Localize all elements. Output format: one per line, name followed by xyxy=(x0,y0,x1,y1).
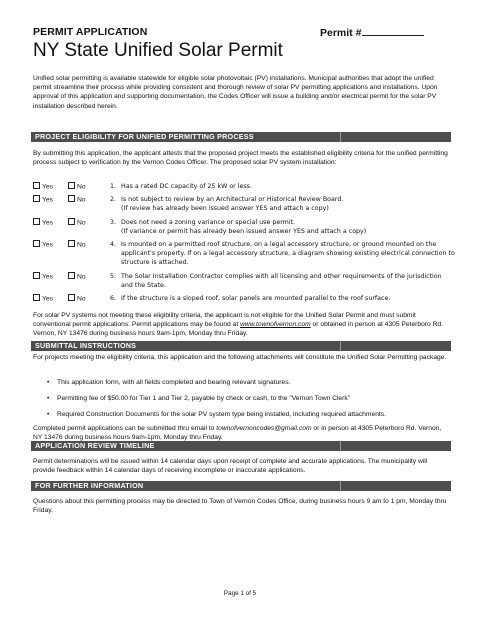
section-header-submittal xyxy=(31,341,451,351)
criterion-note: (If variance or permit has already been issued answer YES and attach a copy) xyxy=(121,228,367,236)
permit-number-label: Permit # xyxy=(320,27,362,39)
criterion-text: Is mounted on a permitted roof structure, on a legal accessory structure, or ground mounted on the applicant's property. If on a legal accessory structure, a diagram showing existing electrical connection to structure is attached. xyxy=(121,241,455,267)
town-website-link[interactable]: www.townofvernon.com xyxy=(240,321,311,329)
checkbox-icon xyxy=(68,240,75,247)
list-item: • Required Construction Documents for the solar PV system type being installed, including required attachments. xyxy=(47,410,386,418)
no-checkbox[interactable]: No xyxy=(68,182,86,192)
checkbox-icon xyxy=(68,294,75,301)
permit-number-blank[interactable] xyxy=(362,26,424,36)
checkbox-icon xyxy=(33,182,40,189)
yes-checkbox[interactable]: Yes xyxy=(33,195,53,205)
page-title: NY State Unified Solar Permit xyxy=(33,40,283,61)
checkbox-icon xyxy=(68,218,75,225)
yes-checkbox[interactable]: Yes xyxy=(33,240,53,250)
criterion-note: (If review has already been issued answer YES and attach a copy) xyxy=(121,205,329,213)
attachments-list xyxy=(33,378,453,425)
checkbox-icon xyxy=(33,195,40,202)
checkbox-icon xyxy=(33,272,40,279)
submittal-lead: For projects meeting the eligibility criteria, this application and the following attachments will constitute the Unified Solar Permitting package. xyxy=(33,354,447,361)
eligibility-lead: By submitting this application, the applicant attests that the proposed project meets the established eligibility criteria for the unified permitting process subject to verification by the Vernon Codes Officer. The proposed solar PV system installation: xyxy=(33,150,448,167)
criterion-text: Is not subject to review by an Architectural or Historical Review Board. xyxy=(121,196,344,203)
permit-page: PERMIT APPLICATION Permit # NY State Unified Solar Permit Unified solar permitting is available statewide for eligible solar photovoltaic (PV) installations. Municipal authorities that adopt the unified permit streamline their process while providing consistent and thorough review of solar PV permitting applications and installations. Upon approval of this application and supporting documentation, the Codes Officer will issue a building and/or electrical permit for the solar PV installation described herein. PROJECT ELIGIBILITY FOR UNIFIED PERMITTING PROCESS By submitting this application, the applicant attests that the proposed project meets the established eligibility criteria for the unified permitting process subject to verification by the Vernon Codes Officer. The proposed solar PV system installation: Yes No 1. Has a rated DC capacity of 25 kW or less. Yes No 2. Is not subject to review by an Architectural or Historical Review Board. (If review has already been issued answer YES and attach a copy) Yes No 3. Does not need a zoning variance or special use permit. (If variance or permit has already been issued answer YES and attach a copy) Yes No 4. Is mounted on a permitted roof structure, on a legal accessory structure, or ground mounted on the applicant's property. If on a legal accessory structure, a diagram showing existing electrical connection to structure is attached. Yes No 5. The Solar Installation Contractor complies with all licensing and other requirements of the jurisdiction and the State. Yes No 6. If the structure is a sloped roof, solar panels are mounted parallel to the roof surface. For solar PV systems not meeting these eligibility criteria, the applicant is not eligible for the Unified Solar Permit and must submit conventional permit applications. Permit applications may be found at www.townofvernon.com or obtained in person at 4305 Peterboro Rd. Vernon, NY 13476 during business hours 9am-1pm, Monday thru Friday. SUBMITTAL INSTRUCTIONS For projects meeting the eligibility criteria, this application and the following attachments will constitute the Unified Solar Permitting package. • This application form, with all fields completed and bearing relevant signatures. • Permitting fee of $50.00 for Tier 1 and Tier 2, payable by check or cash, to the "Vernon Town Clerk" • Required Construction Documents for the solar PV system type being installed, including required attachments. Completed permit applications can be submitted thru email to townofvernoncodes@gmail.com or in person at 4305 Peterboro Rd. Vernon, NY 13476 during business hours 9am-1pm, Monday thru Friday. APPLICATION REVIEW TIMELINE Permit determinations will be issued within 14 calendar days upon receipt of complete and accurate applications. The municipality will provide feedback within 14 calendar days of receiving incomplete or inaccurate applications. FOR FURTHER INFORMATION Questions about this permitting process may be directed to Town of Vernon Codes Office, during business hours 9 am to 1 pm, Monday thru Friday. Page 1 of 5 xyxy=(0,0,480,621)
yes-checkbox[interactable]: Yes xyxy=(33,218,53,228)
section-header-eligibility xyxy=(31,132,451,142)
no-checkbox[interactable]: No xyxy=(68,195,86,205)
submittal-instructions: Completed permit applications can be submitted thru email to townofvernoncodes@gmail.com or in person at 4305 Peterboro Rd. Vernon, NY 13476 during business hours 9am-1pm, Monday thru Friday. xyxy=(33,425,442,442)
yes-checkbox[interactable]: Yes xyxy=(33,182,53,192)
checkbox-icon xyxy=(33,240,40,247)
form-label: PERMIT APPLICATION xyxy=(33,26,148,38)
no-checkbox[interactable]: No xyxy=(68,294,86,304)
review-text: Permit determinations will be issued within 14 calendar days upon receipt of complete and accurate applications. The municipality will provide feedback within 14 calendar days of receiving incomplete or inaccurate applications. xyxy=(33,458,428,475)
checkbox-icon xyxy=(33,294,40,301)
section-header-info xyxy=(31,481,451,491)
no-checkbox[interactable]: No xyxy=(68,218,86,228)
intro-paragraph: Unified solar permitting is available statewide for eligible solar photovoltaic (PV) installations. Municipal authorities that adopt the unified permit streamline their process while providing consistent and thorough review of solar PV permitting applications and installations. Upon approval of this application and supporting documentation, the Codes Officer will issue a building and/or electrical permit for the solar PV installation described herein. xyxy=(33,75,438,110)
section-title: FOR FURTHER INFORMATION xyxy=(35,481,144,490)
criterion-text: The Solar Installation Contractor complies with all licensing and other requirements of the jurisdiction and the State. xyxy=(121,273,442,290)
section-title: APPLICATION REVIEW TIMELINE xyxy=(35,441,155,450)
section-header-review xyxy=(31,441,451,451)
checkbox-icon xyxy=(33,218,40,225)
checkbox-icon xyxy=(68,272,75,279)
info-text: Questions about this permitting process may be directed to Town of Vernon Codes Office, during business hours 9 am to 1 pm, Monday thru Friday. xyxy=(33,498,447,515)
list-item: • This application form, with all fields completed and bearing relevant signatures. xyxy=(47,379,291,386)
codes-email-link[interactable]: townofvernoncodes@gmail.com xyxy=(216,425,312,432)
eligibility-closing: For solar PV systems not meeting these eligibility criteria, the applicant is not eligible for the Unified Solar Permit and must submit conventional permit applications. Permit applications may be found at www.townofvernon.com or obtained in person at 4305 Peterboro Rd. Vernon, NY 13476 during business hours 9am-1pm, Monday thru Friday. xyxy=(33,312,444,338)
permit-number-field xyxy=(320,26,424,39)
yes-checkbox[interactable]: Yes xyxy=(33,272,53,282)
checkbox-icon xyxy=(68,182,75,189)
checkbox-icon xyxy=(68,195,75,202)
page-number: Page 1 of 5 xyxy=(223,590,257,597)
criterion-text: Does not need a zoning variance or special use permit. xyxy=(121,219,296,226)
list-item: • Permitting fee of $50.00 for Tier 1 and Tier 2, payable by check or cash, to the "Vernon Town Clerk" xyxy=(47,394,351,402)
no-checkbox[interactable]: No xyxy=(68,272,86,282)
criterion-text: If the structure is a sloped roof, solar panels are mounted parallel to the roof surface. xyxy=(121,295,391,302)
yes-checkbox[interactable]: Yes xyxy=(33,294,53,304)
section-title: PROJECT ELIGIBILITY FOR UNIFIED PERMITTING PROCESS xyxy=(35,132,254,141)
no-checkbox[interactable]: No xyxy=(68,240,86,250)
section-title: SUBMITTAL INSTRUCTIONS xyxy=(35,341,137,350)
criterion-text: Has a rated DC capacity of 25 kW or less. xyxy=(121,183,252,190)
